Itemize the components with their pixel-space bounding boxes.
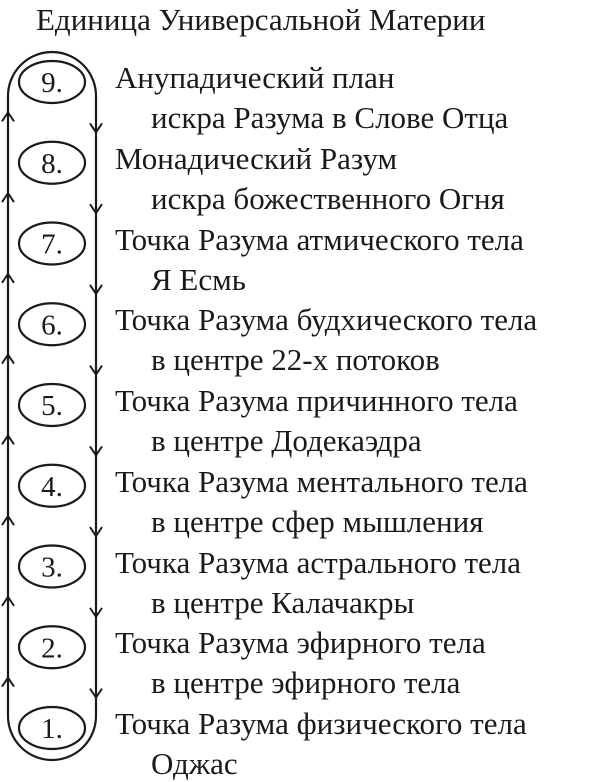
level-name: Точка Разума эфирного тела bbox=[115, 625, 486, 661]
level-number: 4. bbox=[41, 470, 63, 503]
level-name: Точка Разума физического тела bbox=[115, 706, 527, 741]
level-name: Точка Разума атмического тела bbox=[115, 221, 524, 257]
level-name: Анупадический план bbox=[115, 60, 395, 95]
level-number: 5. bbox=[41, 390, 63, 422]
level-number: 6. bbox=[41, 309, 63, 342]
level-description: искра Разума в Слове Отца bbox=[151, 100, 509, 135]
level-name: Точка Разума ментального тела bbox=[115, 463, 528, 499]
level-description: в центре Калачакры bbox=[151, 584, 415, 620]
level-name: Монадический Разум bbox=[115, 140, 398, 176]
level-description: искра божественного Огня bbox=[151, 180, 505, 216]
level-number: 3. bbox=[41, 551, 63, 584]
level-description: в центре сфер мышления bbox=[151, 503, 484, 539]
level-description: в центре Додекаэдра bbox=[151, 423, 422, 458]
level-description: в центре эфирного тела bbox=[151, 665, 461, 701]
level-description: Оджас bbox=[151, 746, 238, 781]
level-number: 2. bbox=[41, 632, 63, 665]
level-name: Точка Разума астрального тела bbox=[115, 544, 521, 580]
level-description: Я Есмь bbox=[151, 261, 246, 297]
level-number: 9. bbox=[41, 67, 63, 99]
level-number: 8. bbox=[41, 147, 63, 180]
diagram-title: Единица Универсальной Материи bbox=[36, 2, 486, 37]
level-description: в центре 22-х потоков bbox=[151, 342, 440, 378]
level-name: Точка Разума причинного тела bbox=[115, 383, 518, 418]
level-number: 7. bbox=[41, 228, 63, 261]
level-name: Точка Разума будхического тела bbox=[115, 302, 538, 338]
level-number: 1. bbox=[41, 713, 63, 745]
